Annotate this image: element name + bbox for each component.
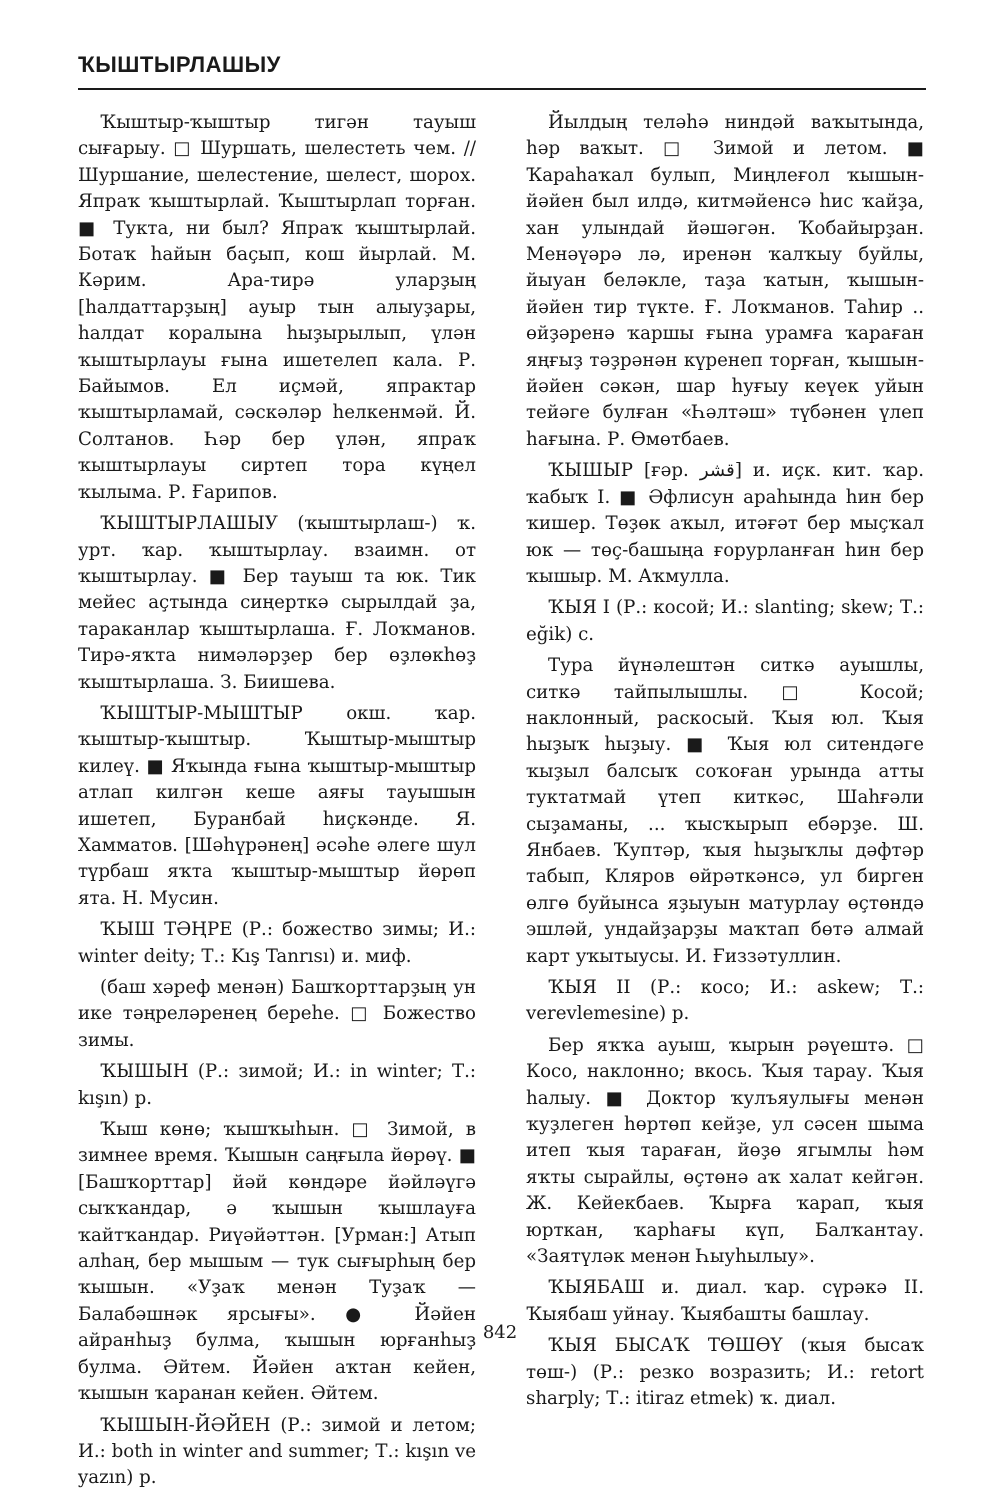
entry-headword: ҠЫШЫР [ғәр. قشر] и. иҫк. кит. ҡар. ҡабыҡ I. ■ Әфлисун араһында һин бер ҡишер. Төҙөк аҡыл, итәғәт бер мыҫҡал юк — төҫ-башыңа ғорурланған һин бер ҡышыр. М. Аҡмулла. bbox=[526, 460, 924, 587]
entry-text: (баш хәреф менән) Башҡорттарҙың ун ике тәңреләренең береһе. □ Божество зимы. bbox=[78, 977, 476, 1051]
entry-headword: ҠЫШ ТӘҢРЕ (Р.: божество зимы; И.: winter deity; Т.: Kış Tanrısı) и. миф. bbox=[78, 919, 476, 967]
entry-text: Ҡыштыр-ҡыштыр тигән тауыш сығарыу. □ Шуршать, шелестеть чем. // Шуршание, шелестение, шелест, шорох. Япраҡ ҡыштырлай. Ҡыштырлап торған. ■ Тукта, ни был? Япраҡ ҡыштырлай. Ботаҡ һайын баҫып, кош йырлай. М. Кәрим. Ара-тирә уларҙың [һалдаттарҙың] ауыр тын алыуҙары, һалдат коралына һыҙырылып, үлән ҡыштырлауы ғына ишетелеп кала. Р. Байымов. Ел иҫмәй, япрактар ҡыштырламай, сәскәләр һелкенмәй. Й. Солтанов. Һәр бер үлән, япраҡ ҡыштырлауы сиртеп тора күңел ҡылыма. Р. Ғарипов. bbox=[78, 112, 476, 503]
entry-headword: ҠЫШЫН (Р.: зимой; И.: in winter; Т.: kışın) р. bbox=[78, 1061, 476, 1109]
left-column bbox=[78, 110, 476, 1497]
entry-headword: ҠЫШТЫР-МЫШТЫР окш. ҡар. ҡыштыр-ҡыштыр. Ҡыштыр-мыштыр килеү. ■ Яҡында ғына ҡыштыр-мыштыр атлап килгән кеше аяғы тауышын ишетеп, Буранбай һиҫкәнде. Я. Хамматов. [Шәһүрәнең] әсәһе әлеге шул түрбаш яҡта ҡыштыр-мыштыр йөрөп ята. Н. Мусин. bbox=[78, 702, 476, 909]
entry-text: Бер яҡҡа ауыш, ҡырын рәүештә. □ Косо, наклонно; вкось. Ҡыя тарау. Ҡыя һалыу. ■ Доктор ҡулъяулығы менән ҡуҙлеген һөртөп кейҙе, ул сәсен шыма итеп ҡыя тараған, йөҙө ягымлы һәм яҡты сырайлы, өҫтөнә аҡ халат кейгән. Ж. Кейекбаев. Ҡырға ҡарап, ҡыя юрткан, ҡарһағы күп, Балҡантау. «Заятүләк менән Һыуһылыу». bbox=[526, 1034, 924, 1268]
entry-text: Тура йүнәлештән ситкә ауышлы, ситкә тайпылышлы. □ Косой; наклонный, раскосый. Ҡыя юл. Ҡыя һыҙыҡ һыҙыу. ■ Ҡыя юл ситендәге ҡыҙыл балсыҡ соҡоған урында атты туктатмай үтеп киткәс, Шаһғәли сыҙаманы, ... ҡысҡырып ебәрҙе. Ш. Янбаев. Ҡуптәр, ҡыя һыҙыҡлы дәфтәр табып, Кляров өйрәткәнсә, ул бирген өлгө буйынса яҙыуын матурлау өҫтөндә эшләй, ундайҙарҙы маҡтап бөтә алмай карт уҡытыусы. И. Ғиззәтуллин. bbox=[526, 655, 924, 967]
entry-text: Йылдың теләһә ниндәй ваҡытында, һәр ваҡыт. □ Зимой и летом. ■ Ҡараһаҡал булып, Миңлеғол ҡышын-йәйен был илдә, китмәйенсә һис ҡайҙа, хан улындай йәшәгән. Ҡобайырҙан. Менәүәрә лә, иренән ҡалҡыу буйлы, йыуан беләкле, таҙа ҡатын, ҡышын-йәйен тир түкте. Ғ. Лоҡманов. Таһир .. өйҙәренә ҡаршы ғына урамға ҡараған яңғыҙ тәҙрәнән күренеп торған, ҡышын-йәйен сәкән, шар һуғыу кеүек уйын тейәге булған «Һәлтәш» түбәнен үлеп һағына. Р. Өмөтбаев. bbox=[526, 112, 924, 450]
page-number: 842 bbox=[482, 1322, 518, 1343]
right-column bbox=[526, 110, 924, 1418]
entry-headword: ҠЫЯБАШ и. диал. ҡар. сүрәкә II. Ҡыябаш уйнау. Ҡыябашты башлау. bbox=[526, 1277, 924, 1325]
running-head: ҠЫШТЫРЛАШЫУ bbox=[78, 52, 281, 77]
entry-headword: ҠЫЯ I (Р.: косой; И.: slanting; skew; Т.: eğik) с. bbox=[526, 597, 924, 645]
entry-headword: ҠЫЯ БЫСАҠ ТӨШӨҮ (ҡыя бысаҡ төш-) (Р.: резко возразить; И.: retort sharply; Т.: itiraz etmek) ҡ. диал. bbox=[526, 1335, 924, 1410]
entry-headword: ҠЫШЫН-ЙӘЙЕН (Р.: зимой и летом; И.: both in winter and summer; Т.: kışın ve yazın) р. bbox=[78, 1414, 476, 1489]
entry-headword: ҠЫШТЫРЛАШЫУ (ҡыштырлаш-) ҡ. урт. ҡар. ҡыштырлау. взаимн. от ҡыштырлау. ■ Бер тауыш та юк. Тик мейес аҫтында сиңерткә сырылдай ҙа, тараканлар ҡыштырлаша. Ғ. Лоҡманов. Тирә-яҡта нимәләрҙер бер өҙлөкһөҙ ҡыштырлаша. З. Биишева. bbox=[78, 513, 476, 693]
header-rule bbox=[78, 88, 926, 90]
entry-text: Ҡыш көнө; ҡышҡыһын. □ Зимой, в зимнее время. Ҡышын саңғыла йөрөү. ■ [Башҡорттар] йәй көндәре йәйләүгә сыҡҡандар, ә ҡышын ҡышлауға ҡайтҡандар. Риүәйәттән. [Урман:] Атып алһаң, бер мышым — тук сығырһың бер ҡышын. «Уҙаҡ менән Туҙаҡ — Балабәшнәк ярсығы». ● Йәйен айранһыҙ булма, ҡышын юрғанһыҙ булма. Әйтем. Йәйен аҡтан кейен, ҡышын ҡаранан кейен. Әйтем. bbox=[78, 1119, 476, 1405]
entry-headword: ҠЫЯ II (Р.: косо; И.: askew; Т.: verevlemesine) р. bbox=[526, 977, 924, 1025]
